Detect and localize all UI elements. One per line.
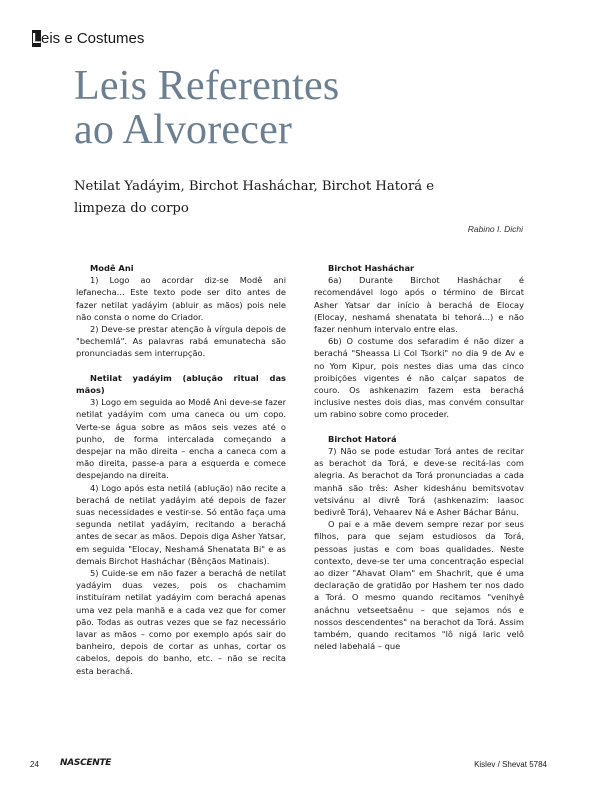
section-label	[32, 30, 144, 47]
body-paragraph: O pai e a mãe devem sempre rezar por seus filhos, para que sejam estudiosos da Torá, pessoas justas e com boas qualidades. Neste contexto, deve-se ter uma concentração especial ao dizer "Ahavat Olam" em Shachrit, que é uma declaração de gratidão por Hashem ter nos dado a Torá. O mesmo quando recitamos "venihyê anáchnu vetseetsaênu – que sejamos nós e nossos descendentes" na berachot da Torá. Assim também, quando recitamos "lô nigá laric velô neled labehalá – que	[314, 519, 524, 652]
section-label-text: eis e Costumes	[41, 30, 145, 47]
right-column	[314, 262, 524, 652]
title-line-1: Leis Referentes	[74, 63, 340, 109]
title-line-2: ao Alvorecer	[74, 107, 293, 153]
section-heading: Birchot Hasháchar	[328, 263, 415, 273]
magazine-logo: NASCENTE	[60, 758, 112, 768]
section-letter: L	[32, 30, 42, 47]
paragraph-gap	[314, 421, 524, 433]
body-paragraph: 2) Deve-se prestar atenção à vírgula depois de "bechemlá". As palavras rabá emunatecha são pronunciadas sem interrupção.	[76, 324, 286, 359]
paragraph-gap	[76, 360, 286, 372]
page-footer	[0, 758, 595, 774]
left-column	[76, 262, 286, 677]
body-paragraph: 5) Cuide-se em não fazer a berachá de netilat yadáyim duas vezes, pois os chachamim instituíram netilat yadáyim com berachá apenas uma vez pela manhã e a cada vez que for comer pão. Todas as outras vezes que se faz necessário lavar as mãos – como por exemplo após sair do banheiro, depois de cortar as unhas, cortar os cabelos, depois do banho, etc. – não se recita esta berachá.	[76, 568, 286, 676]
subtitle-line-2: limpeza do corpo	[74, 201, 189, 216]
author-byline: Rabino I. Dichi	[467, 224, 523, 234]
body-paragraph: 1) Logo ao acordar diz-se Modê ani lefanecha... Este texto pode ser dito antes de fazer netilat yadáyim (abluir as mãos) pois nele não consta o nome do Criador.	[76, 275, 286, 322]
body-paragraph: 3) Logo em seguida ao Modê Ani deve-se fazer netilat yadáyim com uma caneca ou um copo. Verte-se água sobre as mãos seis vezes até o punho, de forma intercalada começando a despejar na mão direita – encha a caneca com a mão direita, passe-a para a esquerda e comece despejando na direita.	[76, 397, 286, 481]
section-heading: Netilat yadáyim (ablução ritual das mãos)	[76, 372, 286, 396]
body-paragraph: 7) Não se pode estudar Torá antes de recitar as berachot da Torá, e deve-se recitá-las com alegria. As berachot da Torá pronunciadas a cada manhã são três: Asher kideshánu bemitsvotav vetsivánu al divrê Torá (ashkenazim: laasoc bedivrê Torá), Vehaarev Ná e Asher Báchar Bánu.	[314, 446, 524, 518]
article-subtitle	[74, 176, 534, 220]
page-number: 24	[30, 760, 39, 769]
issue-date: Kislev / Shevat 5784	[474, 760, 547, 769]
subtitle-line-1: Netilat Yadáyim, Birchot Hasháchar, Birchot Hatorá e	[74, 179, 435, 194]
body-paragraph: 6b) O costume dos sefaradim é não dizer a berachá "Sheassa Li Col Tsorki" no dia 9 de Av e no Yom Kipur, pois nestes dias uma das cinco proibições vigentes é não calçar sapatos de couro. Os ashkenazim fazem esta berachá inclusive nestes dois dias, mas convém consultar um rabino sobre como proceder.	[314, 336, 524, 420]
body-paragraph: 6a) Durante Birchot Hasháchar é recomendável logo após o término de Bircat Asher Yatsar dar início à berachá de Elocay (Elocay, neshamá shenatata bi tehorá...) e não fazer nenhum intervalo entre elas.	[314, 275, 524, 335]
article-title	[74, 64, 339, 152]
body-paragraph: 4) Logo após esta netilá (ablução) não recite a berachá de netilat yadáyim até depois de fazer suas necessidades e vestir-se. Só então faça uma segunda netilat yadáyim, recitando a berachá antes de secar as mãos. Depois diga Asher Yatsar, em seguida "Elocay, Neshamá Shenatata Bi" e as demais Birchot Hasháchar (Bênçãos Matinais).	[76, 482, 286, 566]
section-heading: Modê Ani	[90, 263, 134, 273]
section-heading: Birchot Hatorá	[328, 433, 397, 444]
